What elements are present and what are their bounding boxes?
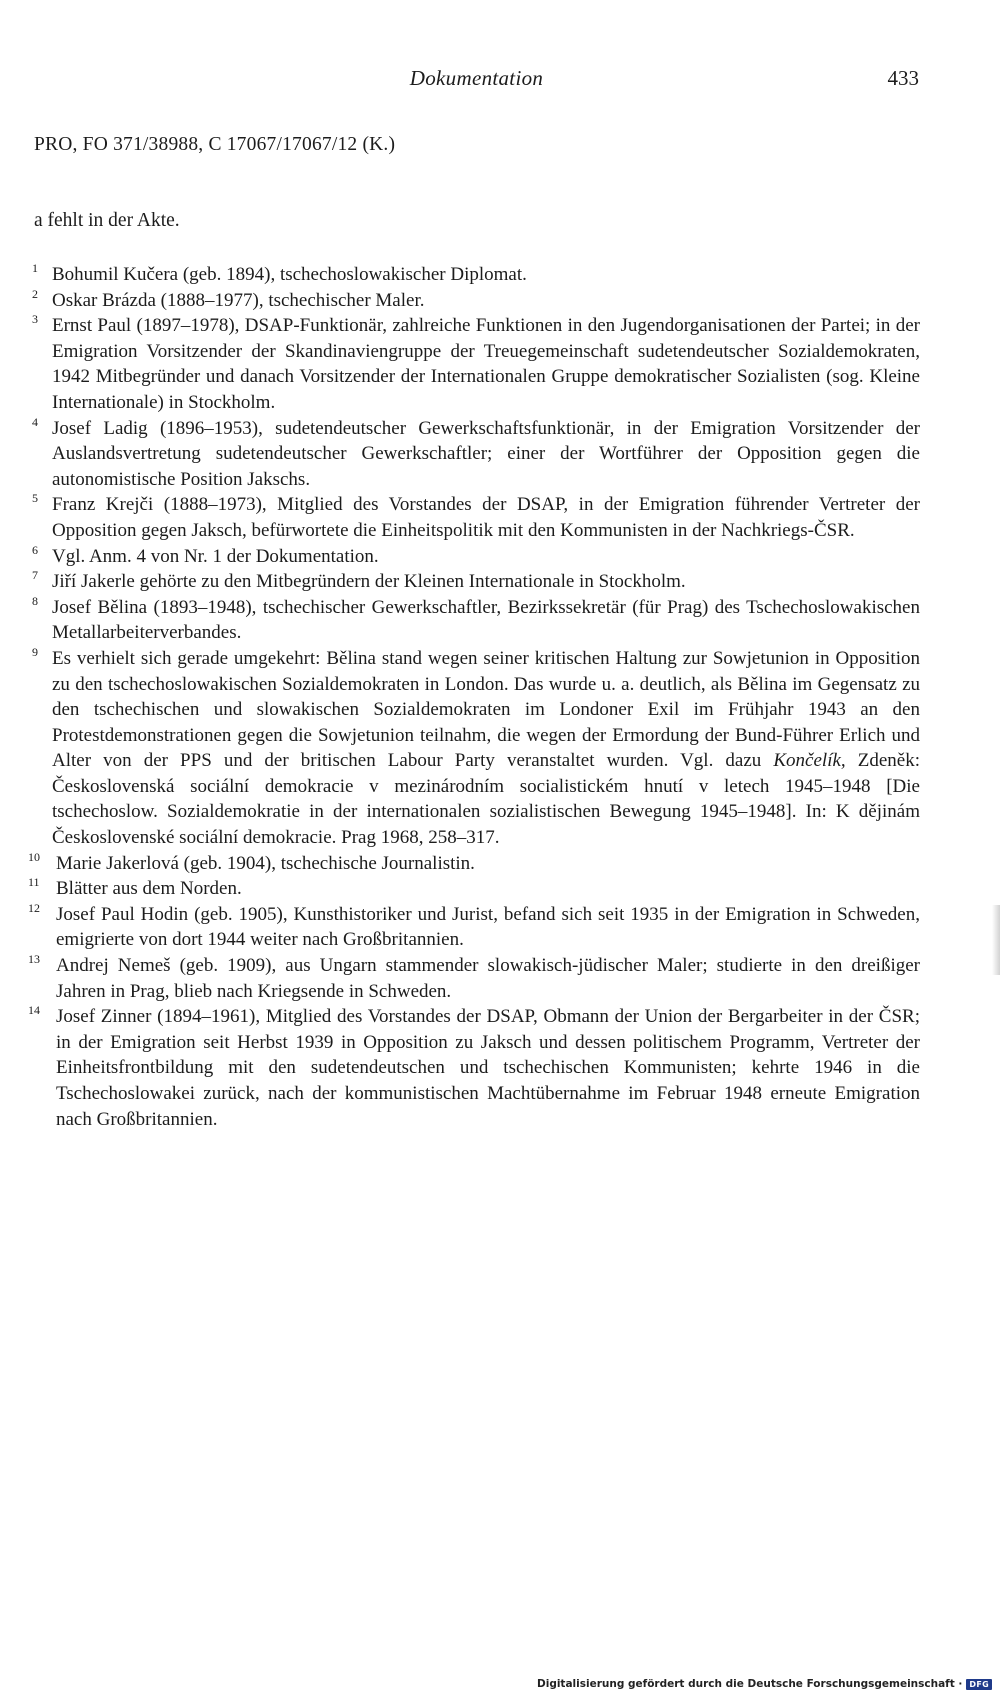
footnote-8 <box>32 595 920 646</box>
footnote-text: Jiří Jakerle gehörte zu den Mitbegründern der Kleinen Internationale in Stockholm. <box>52 571 686 593</box>
footnote-5 <box>32 492 920 543</box>
footnote-1 <box>32 262 920 288</box>
footnote-number: 9 <box>32 644 38 659</box>
page-header <box>34 66 919 96</box>
digitization-credit <box>537 1678 992 1690</box>
footnote-text: Josef Zinner (1894–1961), Mitglied des Vorstandes der DSAP, Obmann der Union der Bergarbeiter in der ČSR; in der Emigration seit Herbst 1939 in Opposition zu Jaksch und dessen politischem Programm, Vertreter der Einheitsfrontbildung mit den sudetendeutschen und tschechischen Kommunisten; kehrte 1946 in die Tschechoslowakei zurück, nach der kommunistischen Machtübernahme im Februar 1948 erneute Emigration nach Großbritannien. <box>56 1006 920 1130</box>
footnote-number: 2 <box>32 286 38 301</box>
footnote-text: Marie Jakerlová (geb. 1904), tschechische Journalistin. <box>56 852 475 874</box>
footnote-10 <box>28 849 920 877</box>
cited-author: Končelík, <box>773 750 846 772</box>
source-reference: PRO, FO 371/38988, C 17067/17067/12 (K.) <box>34 134 396 155</box>
footnote-text: Blätter aus dem Norden. <box>56 878 242 900</box>
footnote-text: Vgl. Anm. 4 von Nr. 1 der Dokumentation. <box>52 545 379 567</box>
footnote-7 <box>32 569 920 595</box>
footnote-number: 12 <box>28 900 40 915</box>
footnote-number: 11 <box>28 875 40 890</box>
footnote-number: 3 <box>32 312 38 327</box>
dfg-logo: DFG <box>966 1679 992 1690</box>
footnote-number: 1 <box>32 261 38 275</box>
footnote-11 <box>28 875 920 902</box>
footnote-text: Oskar Brázda (1888–1977), tschechischer Maler. <box>52 289 425 311</box>
footnote-4 <box>32 416 920 493</box>
footnote-12 <box>28 900 920 953</box>
scan-edge-artifact <box>992 905 1000 975</box>
footnote-13 <box>28 952 920 1004</box>
footnote-9 <box>32 646 920 851</box>
footnote-text-part: Es verhielt sich gerade umgekehrt: Bělina stand wegen seiner kritischen Haltung zur Sowjetunion in Opposition zu den tschechoslowakischen Sozialdemokraten in London. Das wurde u. a. deutlich, als Bělina im Gegensatz zu den tschechischen und slowakischen Sozialdemokraten im Londoner Exil im Frühjahr 1943 an den Protestdemonstrationen gegen die Sowjetunion teilnahm, die wegen der Ermordung der Bund-Führer Erlich und Alter von der PPS und der britischen Labour Party veranstaltet wurden. Vgl. dazu <box>52 647 920 772</box>
page-number: 433 <box>887 66 919 90</box>
footnote-text: Josef Paul Hodin (geb. 1905), Kunsthistoriker und Jurist, befand sich seit 1935 in der Emigration in Schweden, emigrierte von dort 1944 weiter nach Großbritannien. <box>56 903 920 951</box>
footnote-number: 6 <box>32 542 38 557</box>
footnote-number: 10 <box>28 849 40 864</box>
footnote-text: Josef Ladig (1896–1953), sudetendeutscher Gewerkschaftsfunktionär, in der Emigration Vorsitzender der Auslandsvertretung sudetendeutscher Gewerkschaftler; einer der Wortführer der Opposition gegen die autonomistische Position Jakschs. <box>52 417 920 490</box>
footnote-number: 4 <box>32 414 38 429</box>
footnote-number: 14 <box>28 1003 40 1018</box>
footnote-2 <box>32 288 920 314</box>
footnote-text-part: Zdeněk: Československá sociální demokracie v mezinárodním socialistickém hnutí v letech 1945–1948 [Die tschechoslow. Sozialdemokratie in der internationalen sozialistischen Bewegung 1945–1948]. In: K dějinám Československé sociální demokracie. Prag 1968, 258–317. <box>52 750 920 849</box>
footnote-3 <box>32 313 920 415</box>
running-title: Dokumentation <box>409 66 544 90</box>
footnote-number: 8 <box>32 593 38 608</box>
footnote-text: Josef Bělina (1893–1948), tschechischer Gewerkschaftler, Bezirkssekretär (für Prag) des Tschechoslowakischen Metallarbeiterverbandes. <box>52 596 920 644</box>
footnote-number: 5 <box>32 491 38 506</box>
credit-text: Digitalisierung gefördert durch die Deutsche Forschungsgemeinschaft · <box>537 1678 963 1690</box>
footnote-number: 13 <box>28 952 40 967</box>
footnote-text: Ernst Paul (1897–1978), DSAP-Funktionär, zahlreiche Funktionen in den Jugendorganisationen der Partei; in der Emigration Vorsitzender der Skandinaviengruppe der Treuegemeinschaft sudetendeutscher Sozialdemokraten, 1942 Mitbegründer und danach Vorsitzender der Internationalen Gruppe demokratischer Sozialisten (sog. Kleine Internationale) in Stockholm. <box>52 315 920 413</box>
footnote-14 <box>28 1003 920 1132</box>
editorial-note-a: a fehlt in der Akte. <box>34 210 180 231</box>
footnote-text: Andrej Nemeš (geb. 1909), aus Ungarn stammender slowakisch-jüdischer Maler; studierte in den dreißiger Jahren in Prag, blieb nach Kriegsende in Schweden. <box>56 955 920 1002</box>
footnote-number: 7 <box>32 568 38 583</box>
footnote-text: Franz Krejči (1888–1973), Mitglied des Vorstandes der DSAP, in der Emigration führender Vertreter der Opposition gegen Jaksch, befürwortete die Einheitspolitik mit den Kommunisten in der Nachkriegs-ČSR. <box>52 494 920 541</box>
footnote-text: Bohumil Kučera (geb. 1894), tschechoslowakischer Diplomat. <box>52 264 527 285</box>
footnotes-section <box>28 261 920 1132</box>
footnote-6 <box>32 544 920 570</box>
